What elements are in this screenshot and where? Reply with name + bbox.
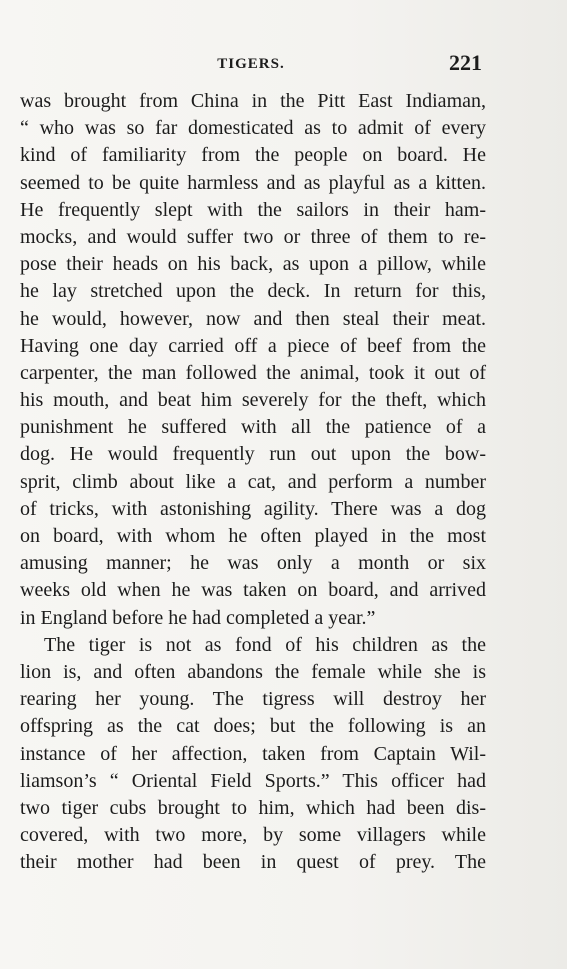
body-text [20,88,486,876]
text-line: of tricks, with astonishing agility. There was a dog [20,497,486,520]
text-line: weeks old when he was taken on board, and arrived [20,579,486,602]
text-line: dog. He would frequently run out upon the bow- [20,443,486,466]
text-line: mocks, and would suffer two or three of them to re- [20,225,486,248]
running-head: TIGERS. [217,56,285,72]
text-line: lion is, and often abandons the female while she is [20,660,486,683]
text-line: in England before he had completed a year.” [20,606,376,629]
page-header [20,50,482,80]
text-line: he lay stretched upon the deck. In return for this, [20,280,486,303]
text-line: was brought from China in the Pitt East Indiaman, [20,90,486,112]
text-line: covered, with two more, by some villagers while [20,824,486,847]
text-line: sprit, climb about like a cat, and perform a number [20,470,486,493]
page-number: 221 [449,50,482,75]
text-line: “ who was so far domesticated as to admit of every [20,117,486,140]
text-line: their mother had been in quest of prey. The [20,851,486,874]
text-line: Having one day carried off a piece of beef from the [20,334,486,357]
text-line: carpenter, the man followed the animal, took it out of [20,361,486,384]
text-line: amusing manner; he was only a month or six [20,552,486,575]
text-line: kind of familiarity from the people on board. He [20,144,486,167]
text-line: instance of her affection, taken from Captain Wil- [20,742,486,765]
text-line: He frequently slept with the sailors in their ham- [20,198,486,221]
text-line: seemed to be quite harmless and as playful as a kitten. [20,171,486,194]
text-line: liamson’s “ Oriental Field Sports.” This officer had [20,769,486,792]
text-line: The tiger is not as fond of his children as the [44,633,486,656]
text-line: he would, however, now and then steal their meat. [20,307,486,330]
text-line: on board, with whom he often played in the most [20,525,486,547]
text-line: pose their heads on his back, as upon a pillow, while [20,253,486,276]
text-line: two tiger cubs brought to him, which had been dis- [20,796,486,819]
text-line: rearing her young. The tigress will destroy her [20,688,486,711]
text-line: his mouth, and beat him severely for the theft, which [20,389,486,412]
text-line: punishment he suffered with all the patience of a [20,416,486,439]
text-line: offspring as the cat does; but the following is an [20,715,486,738]
